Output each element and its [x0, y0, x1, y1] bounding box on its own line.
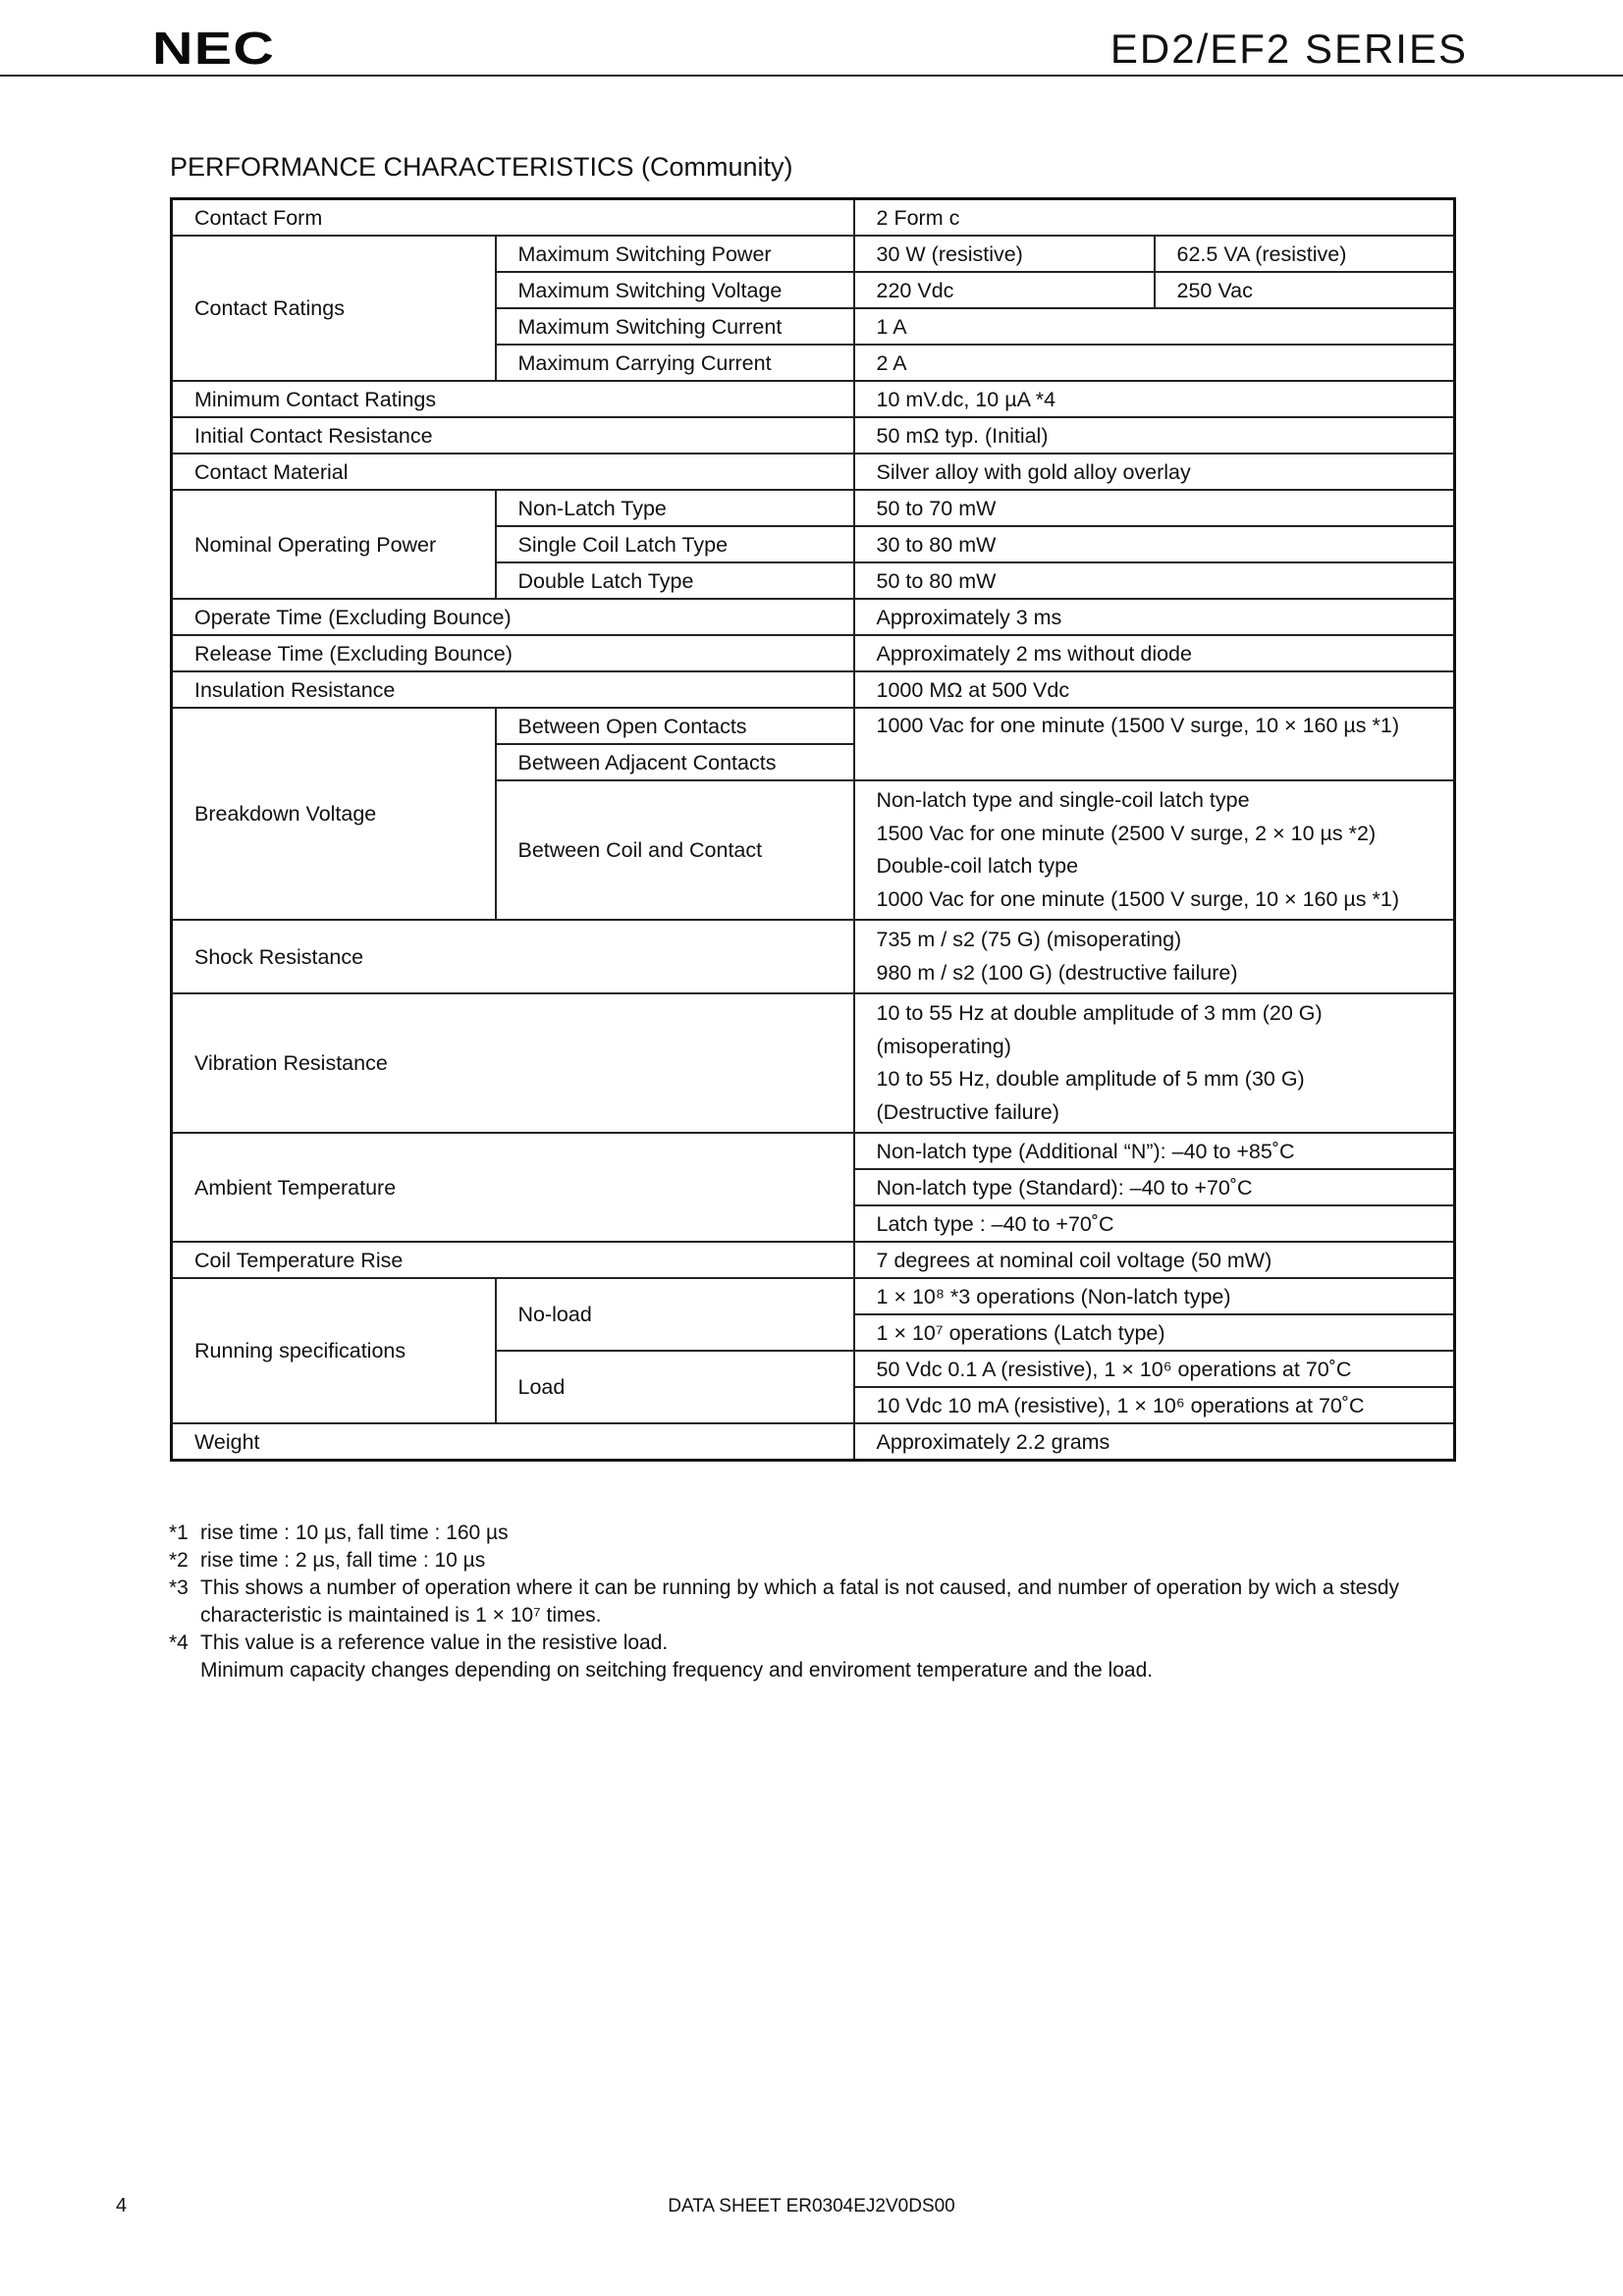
table-row [172, 635, 1455, 671]
value-line: 980 m / s2 (100 G) (destructive failure) [876, 960, 1238, 985]
row-label: Contact Form [172, 199, 854, 237]
document-id: DATA SHEET ER0304EJ2V0DS00 [668, 2196, 955, 2216]
sub-label: Between Coil and Contact [496, 780, 854, 920]
footnote [169, 1575, 1465, 1629]
footnote [169, 1629, 1465, 1684]
row-value: Silver alloy with gold alloy overlay [854, 454, 1455, 490]
row-value: 220 Vdc [854, 272, 1155, 308]
row-label: Minimum Contact Ratings [172, 381, 854, 417]
sub-label: No-load [496, 1278, 854, 1351]
row-value: Approximately 2 ms without diode [854, 635, 1455, 671]
row-value: Non-latch type (Additional “N”): –40 to +85˚C [854, 1133, 1455, 1169]
value-line: Non-latch type and single-coil latch type [876, 788, 1250, 812]
sub-label: Maximum Carrying Current [496, 345, 854, 381]
table-row [172, 993, 1455, 1133]
row-value: Approximately 3 ms [854, 599, 1455, 635]
row-value: 30 W (resistive) [854, 236, 1155, 272]
footnote [169, 1547, 1465, 1575]
footnote-text: rise time : 2 µs, fall time : 10 µs [200, 1549, 486, 1572]
row-label: Nominal Operating Power [172, 490, 496, 599]
value-line: 10 to 55 Hz, double amplitude of 5 mm (30 G) [876, 1067, 1305, 1091]
table-row [172, 490, 1455, 526]
sub-label: Maximum Switching Voltage [496, 272, 854, 308]
table-row [172, 671, 1455, 708]
row-value: 62.5 VA (resistive) [1155, 236, 1455, 272]
value-line: (misoperating) [876, 1034, 1011, 1058]
row-value: 10 mV.dc, 10 µA *4 [854, 381, 1455, 417]
row-value: 1 × 10⁷ operations (Latch type) [854, 1314, 1455, 1351]
row-value: Latch type : –40 to +70˚C [854, 1205, 1455, 1242]
row-value: 50 mΩ typ. (Initial) [854, 417, 1455, 454]
footnote-mark: *3 [169, 1576, 189, 1599]
value-line: Double-coil latch type [876, 854, 1079, 878]
footnote-text [200, 1629, 1465, 1684]
row-label: Running specifications [172, 1278, 496, 1423]
section-title: PERFORMANCE CHARACTERISTICS (Community) [170, 152, 793, 182]
value-line: 1500 Vac for one minute (2500 V surge, 2 × 10 µs *2) [876, 821, 1377, 845]
row-label: Operate Time (Excluding Bounce) [172, 599, 854, 635]
table-row [172, 920, 1455, 993]
row-value [854, 993, 1455, 1133]
row-label: Release Time (Excluding Bounce) [172, 635, 854, 671]
value-line: (Destructive failure) [876, 1099, 1059, 1124]
value-line: 1000 Vac for one minute (1500 V surge, 10 × 160 µs *1) [876, 886, 1400, 911]
footnote [169, 1520, 1465, 1547]
row-value: 1000 Vac for one minute (1500 V surge, 10 × 160 µs *1) [854, 708, 1455, 780]
row-label: Breakdown Voltage [172, 708, 496, 920]
row-value [854, 780, 1455, 920]
sub-label: Single Coil Latch Type [496, 526, 854, 562]
table-row [172, 199, 1455, 237]
value-line: 735 m / s2 (75 G) (misoperating) [876, 928, 1182, 951]
footnote-text: rise time : 10 µs, fall time : 160 µs [200, 1522, 509, 1544]
value-line: 10 to 55 Hz at double amplitude of 3 mm (20 G) [876, 1001, 1323, 1025]
footnote-text: This shows a number of operation where it can be running by which a fatal is not caused, and number of operation by wich a stesdy characteristic is maintained is 1 × 10⁷ times. [200, 1576, 1400, 1627]
table-row [172, 708, 1455, 744]
footnote-line: This value is a reference value in the resistive load. [200, 1631, 669, 1654]
row-label: Contact Ratings [172, 236, 496, 381]
row-value: 30 to 80 mW [854, 526, 1455, 562]
row-value: 250 Vac [1155, 272, 1455, 308]
footnote-mark: *1 [169, 1522, 189, 1544]
sub-label: Maximum Switching Current [496, 308, 854, 345]
table-row [172, 1133, 1455, 1169]
row-value: 1 A [854, 308, 1455, 345]
row-value: 50 to 70 mW [854, 490, 1455, 526]
row-label: Shock Resistance [172, 920, 854, 993]
row-value: 2 Form c [854, 199, 1455, 237]
row-value: 7 degrees at nominal coil voltage (50 mW) [854, 1242, 1455, 1278]
row-value: Non-latch type (Standard): –40 to +70˚C [854, 1169, 1455, 1205]
row-label: Initial Contact Resistance [172, 417, 854, 454]
row-value [854, 920, 1455, 993]
table-row [172, 236, 1455, 272]
row-label: Insulation Resistance [172, 671, 854, 708]
row-value: 1 × 10⁸ *3 operations (Non-latch type) [854, 1278, 1455, 1314]
row-value: Approximately 2.2 grams [854, 1423, 1455, 1461]
header-divider [0, 75, 1623, 77]
row-label: Coil Temperature Rise [172, 1242, 854, 1278]
footnotes [169, 1520, 1465, 1684]
table-row [172, 1242, 1455, 1278]
row-label: Ambient Temperature [172, 1133, 854, 1242]
series-title: ED2/EF2 SERIES [1109, 26, 1468, 72]
table-row [172, 381, 1455, 417]
nec-logo: NEC [152, 23, 276, 74]
table-row [172, 1278, 1455, 1314]
footnote-mark: *2 [169, 1549, 189, 1572]
performance-table [170, 197, 1456, 1462]
row-label: Weight [172, 1423, 854, 1461]
row-value: 50 Vdc 0.1 A (resistive), 1 × 10⁶ operations at 70˚C [854, 1351, 1455, 1387]
row-value: 50 to 80 mW [854, 562, 1455, 599]
footnote-line: Minimum capacity changes depending on seitching frequency and enviroment temperature and the load. [200, 1659, 1154, 1682]
table-row [172, 599, 1455, 635]
row-value: 2 A [854, 345, 1455, 381]
table-row [172, 454, 1455, 490]
table-row [172, 417, 1455, 454]
sub-label: Maximum Switching Power [496, 236, 854, 272]
row-label: Vibration Resistance [172, 993, 854, 1133]
table-row [172, 1423, 1455, 1461]
sub-label: Between Open Contacts [496, 708, 854, 744]
row-value: 1000 MΩ at 500 Vdc [854, 671, 1455, 708]
row-label: Contact Material [172, 454, 854, 490]
sub-label: Double Latch Type [496, 562, 854, 599]
sub-label: Between Adjacent Contacts [496, 744, 854, 780]
footnote-mark: *4 [169, 1631, 189, 1654]
sub-label: Non-Latch Type [496, 490, 854, 526]
page-number: 4 [116, 2195, 128, 2216]
sub-label: Load [496, 1351, 854, 1423]
row-value: 10 Vdc 10 mA (resistive), 1 × 10⁶ operations at 70˚C [854, 1387, 1455, 1423]
